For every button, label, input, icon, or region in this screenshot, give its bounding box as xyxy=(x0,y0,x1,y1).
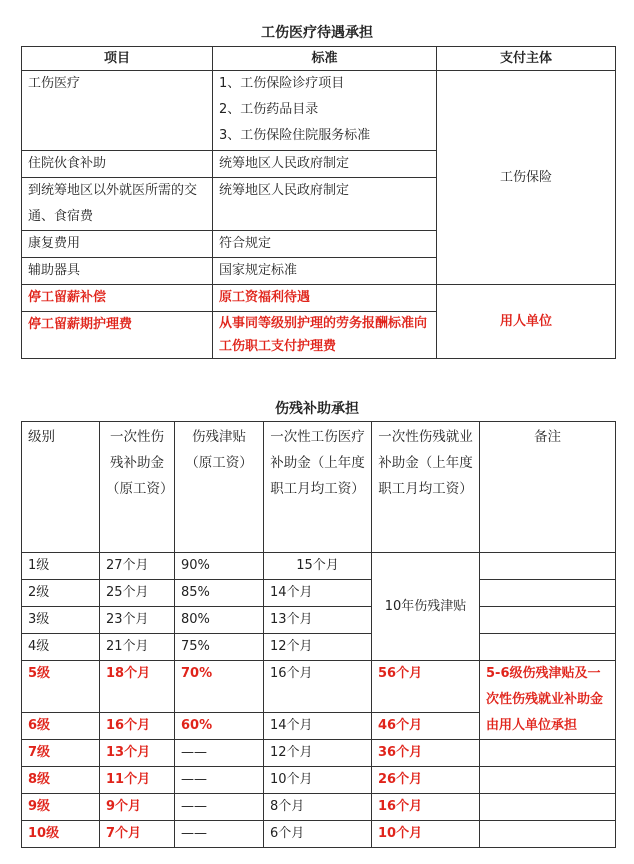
allowance-cell: 60% xyxy=(175,713,264,740)
header-item: 项目 xyxy=(22,47,213,71)
allowance-cell: 85% xyxy=(175,580,264,607)
row-item: 停工留薪期护理费 xyxy=(22,312,213,359)
level-cell: 2级 xyxy=(22,580,100,607)
medical-cell: 16个月 xyxy=(264,661,372,713)
note-cell xyxy=(480,553,616,580)
row-item: 工伤医疗 xyxy=(22,71,213,151)
row-standard: 符合规定 xyxy=(213,231,437,258)
header-level: 级别 xyxy=(22,422,100,553)
header-payer: 支付主体 xyxy=(437,47,616,71)
allowance-cell: 70% xyxy=(175,661,264,713)
once-cell: 11个月 xyxy=(100,767,175,794)
employment-cell: 36个月 xyxy=(372,740,480,767)
allowance-cell: 80% xyxy=(175,607,264,634)
once-cell: 21个月 xyxy=(100,634,175,661)
row-standard: 统筹地区人民政府制定 xyxy=(213,151,437,178)
medical-cell: 13个月 xyxy=(264,607,372,634)
once-cell: 16个月 xyxy=(100,713,175,740)
employment-cell: 56个月 xyxy=(372,661,480,713)
once-cell: 9个月 xyxy=(100,794,175,821)
medical-cell: 12个月 xyxy=(264,740,372,767)
once-cell: 18个月 xyxy=(100,661,175,713)
allowance-cell: —— xyxy=(175,821,264,848)
row-standard: 原工资福利待遇 xyxy=(213,285,437,312)
level-cell: 3级 xyxy=(22,607,100,634)
once-cell: 7个月 xyxy=(100,821,175,848)
header-note: 备注 xyxy=(480,422,616,553)
level-cell: 6级 xyxy=(22,713,100,740)
note-cell xyxy=(480,740,616,767)
note-cell xyxy=(480,607,616,634)
employment-cell: 16个月 xyxy=(372,794,480,821)
medical-cell: 15个月 xyxy=(264,553,372,580)
medical-cell: 12个月 xyxy=(264,634,372,661)
row-item: 住院伙食补助 xyxy=(22,151,213,178)
medical-cell: 6个月 xyxy=(264,821,372,848)
header-standard: 标准 xyxy=(213,47,437,71)
level-cell: 8级 xyxy=(22,767,100,794)
employment-cell: 46个月 xyxy=(372,713,480,740)
medical-cell: 10个月 xyxy=(264,767,372,794)
allowance-cell: 75% xyxy=(175,634,264,661)
level-cell: 5级 xyxy=(22,661,100,713)
allowance-cell: —— xyxy=(175,794,264,821)
level-cell: 1级 xyxy=(22,553,100,580)
once-cell: 25个月 xyxy=(100,580,175,607)
note-cell xyxy=(480,580,616,607)
level-cell: 9级 xyxy=(22,794,100,821)
payer-employer: 用人单位 xyxy=(437,285,616,359)
header-medical-subsidy: 一次性工伤医疗补助金（上年度职工月均工资） xyxy=(264,422,372,553)
once-cell: 13个月 xyxy=(100,740,175,767)
row-standard: 从事同等级别护理的劳务报酬标准向工伤职工支付护理费 xyxy=(213,312,437,359)
row-item: 康复费用 xyxy=(22,231,213,258)
medical-cell: 14个月 xyxy=(264,713,372,740)
allowance-cell: —— xyxy=(175,767,264,794)
row-standard: 1、工伤保险诊疗项目 2、工伤药品目录 3、工伤保险住院服务标准 xyxy=(213,71,437,151)
disability-subsidy-table xyxy=(21,421,616,848)
employment-cell: 10个月 xyxy=(372,821,480,848)
allowance-cell: 90% xyxy=(175,553,264,580)
employment-1-4-cell: 10年伤残津贴 xyxy=(372,553,480,661)
note-cell xyxy=(480,767,616,794)
once-cell: 27个月 xyxy=(100,553,175,580)
note-5-6-cell: 5-6级伤残津贴及一次性伤残就业补助金由用人单位承担 xyxy=(480,661,616,740)
note-cell xyxy=(480,794,616,821)
once-cell: 23个月 xyxy=(100,607,175,634)
level-cell: 7级 xyxy=(22,740,100,767)
employment-cell: 26个月 xyxy=(372,767,480,794)
header-employment-subsidy: 一次性伤残就业补助金（上年度职工月均工资） xyxy=(372,422,480,553)
medical-treatment-table xyxy=(21,46,616,359)
table2-title: 伤残补助承担 xyxy=(275,401,359,417)
note-cell xyxy=(480,634,616,661)
row-item: 停工留薪补偿 xyxy=(22,285,213,312)
medical-cell: 14个月 xyxy=(264,580,372,607)
note-cell xyxy=(480,821,616,848)
row-standard: 国家规定标准 xyxy=(213,258,437,285)
level-cell: 10级 xyxy=(22,821,100,848)
row-item: 辅助器具 xyxy=(22,258,213,285)
header-once-subsidy: 一次性伤残补助金（原工资） xyxy=(100,422,175,553)
header-allowance: 伤残津贴（原工资） xyxy=(175,422,264,553)
table1-title: 工伤医疗待遇承担 xyxy=(261,25,373,41)
allowance-cell: —— xyxy=(175,740,264,767)
row-item: 到统筹地区以外就医所需的交通、食宿费 xyxy=(22,178,213,231)
level-cell: 4级 xyxy=(22,634,100,661)
payer-insurance: 工伤保险 xyxy=(437,71,616,285)
medical-cell: 8个月 xyxy=(264,794,372,821)
row-standard: 统筹地区人民政府制定 xyxy=(213,178,437,231)
